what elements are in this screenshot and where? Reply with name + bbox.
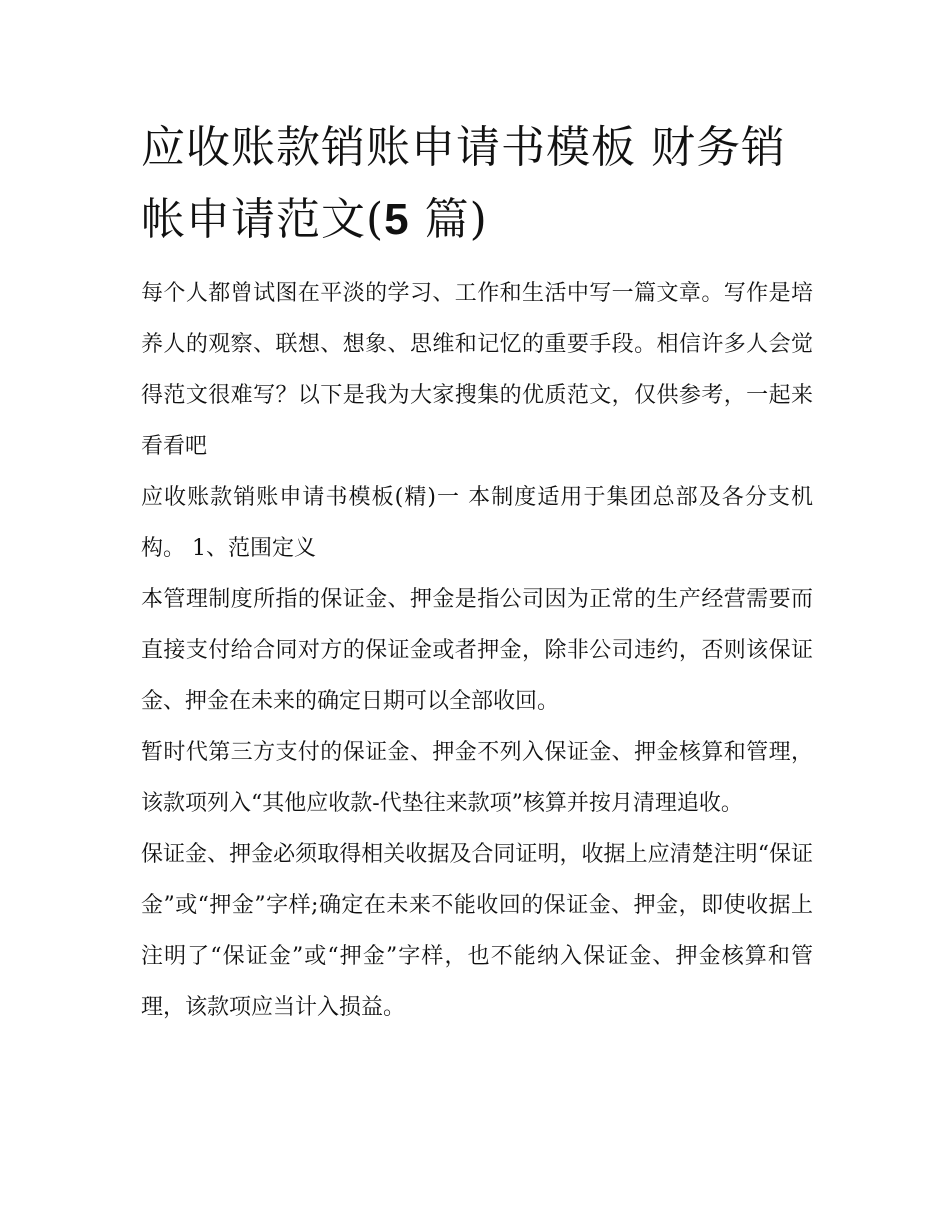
paragraph-third-party: 暂时代第三方支付的保证金、押金不列入保证金、押金核算和管理，该款项列入“其他应收款-代垫往来款项”核算并按月清理追收。 [141,740,813,816]
title-count: 5 [384,195,410,244]
title-suffix: 篇) [409,194,488,245]
paragraph-scope: 应收账款销账申请书模板(精)一 本制度适用于集团总部及各分支机构。 1、范围定义 [141,485,813,561]
paragraph-receipts: 保证金、押金必须取得相关收据及合同证明，收据上应清楚注明“保证金”或“押金”字样;确定在未来不能收回的保证金、押金，即使收据上注明了“保证金”或“押金”字样，也不能纳入保证金、押金核算和管理，该款项应当计入损益。 [141,842,813,1020]
paragraph-intro: 每个人都曾试图在平淡的学习、工作和生活中写一篇文章。写作是培养人的观察、联想、想象、思维和记忆的重要手段。相信许多人会觉得范文很难写？以下是我为大家搜集的优质范文，仅供参考，一起来看看吧 [141,281,813,459]
paragraph-definition: 本管理制度所指的保证金、押金是指公司因为正常的生产经营需要而直接支付给合同对方的保证金或者押金，除非公司违约，否则该保证金、押金在未来的确定日期可以全部收回。 [141,587,813,714]
document-body [141,268,813,1033]
document-title [141,112,813,256]
document-page [141,112,813,1033]
title-text: 应收账款销账申请书模板 财务销帐申请范文( [141,122,786,245]
